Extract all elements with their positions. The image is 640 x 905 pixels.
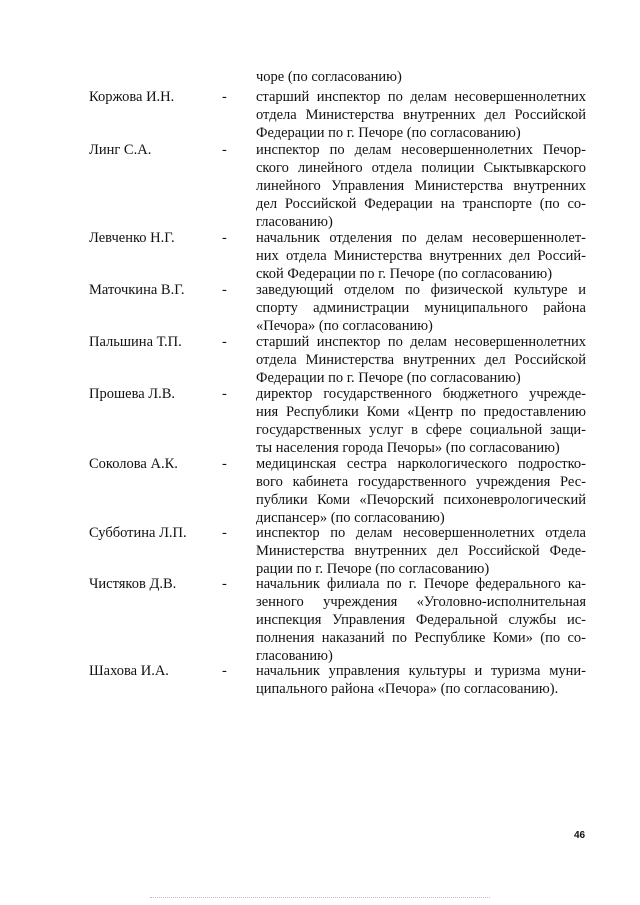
position-line: старший инспектор по делам несовершеннолетних <box>256 334 586 350</box>
dash-separator: - <box>222 89 227 105</box>
member-name: Маточкина В.Г. <box>89 282 185 298</box>
dash-separator: - <box>222 663 227 679</box>
dash-separator: - <box>222 525 227 541</box>
position-line: старший инспектор по делам несовершеннолетних <box>256 89 586 105</box>
position-line: полнения наказаний по Республике Коми» (по со- <box>256 630 586 646</box>
member-name: Шахова И.А. <box>89 663 169 679</box>
member-name: Пальшина Т.П. <box>89 334 182 350</box>
position-line: вого кабинета государственного учреждения Рес- <box>256 474 586 490</box>
member-name: Чистяков Д.В. <box>89 576 177 592</box>
member-name: Прошева Л.В. <box>89 386 176 402</box>
dash-separator: - <box>222 456 227 472</box>
position-line: начальник филиала по г. Печоре федерального ка- <box>256 576 586 592</box>
position-line: инспектор по делам несовершеннолетних Печор- <box>256 142 586 158</box>
position-line: диспансер» (по согласованию) <box>256 510 445 526</box>
member-position <box>256 662 586 698</box>
position-line: ципального района «Печора» (по согласованию). <box>256 681 559 697</box>
member-position <box>256 575 586 665</box>
position-line: отдела Министерства внутренних дел Российской <box>256 352 586 368</box>
dash-separator: - <box>222 576 227 592</box>
dash-separator: - <box>222 386 227 402</box>
position-line: зенного учреждения «Уголовно-исполнительная <box>256 594 586 610</box>
dash-separator: - <box>222 334 227 350</box>
scan-edge-divider <box>150 897 490 899</box>
position-line: линейного Управления Министерства внутренних <box>256 178 586 194</box>
dash-separator: - <box>222 142 227 158</box>
position-line: Министерства внутренних дел Российской Феде- <box>256 543 586 559</box>
position-line: отдела Министерства внутренних дел Российской <box>256 107 586 123</box>
dash-separator: - <box>222 282 227 298</box>
member-position <box>256 88 586 142</box>
member-name: Линг С.А. <box>89 142 152 158</box>
position-line: ского линейного отдела полиции Сыктывкарского <box>256 160 586 176</box>
position-line: инспектор по делам несовершеннолетних отдела <box>256 525 586 541</box>
position-line: ния Республики Коми «Центр по предоставлению <box>256 404 586 420</box>
position-line: начальник управления культуры и туризма муни- <box>256 663 586 679</box>
position-line: ской Федерации по г. Печоре (по согласованию) <box>256 266 553 282</box>
position-line: директор государственного бюджетного учрежде- <box>256 386 586 402</box>
member-position <box>256 281 586 335</box>
member-position <box>256 385 586 457</box>
member-position <box>256 141 586 231</box>
position-line: «Печора» (по согласованию) <box>256 318 433 334</box>
dash-separator: - <box>222 230 227 246</box>
position-line: публики Коми «Печорский психоневрологический <box>256 492 586 508</box>
position-line: них отдела Министерства внутренних дел Россий- <box>256 248 586 264</box>
position-line: государственных услуг в сфере социальной защи- <box>256 422 586 438</box>
position-line: медицинская сестра наркологического подростко- <box>256 456 586 472</box>
member-position <box>256 524 586 578</box>
member-position <box>256 333 586 387</box>
position-line: заведующий отделом по физической культуре и <box>256 282 586 298</box>
member-position <box>256 229 586 283</box>
position-line: дел Российской Федерации на транспорте (по со- <box>256 196 586 212</box>
position-line: рации по г. Печоре (по согласованию) <box>256 561 490 577</box>
position-line: Федерации по г. Печоре (по согласованию) <box>256 370 521 386</box>
position-line: ты населения города Печоры» (по согласованию) <box>256 440 560 456</box>
position-line: инспекция Управления Федеральной службы ис- <box>256 612 586 628</box>
member-name: Левченко Н.Г. <box>89 230 175 246</box>
page-number: 46 <box>574 830 586 841</box>
member-name: Соколова А.К. <box>89 456 178 472</box>
position-line: начальник отделения по делам несовершеннолет- <box>256 230 586 246</box>
continuation-line: чоре (по согласованию) <box>256 69 402 85</box>
position-line: спорту администрации муниципального района <box>256 300 586 316</box>
member-name: Коржова И.Н. <box>89 89 175 105</box>
member-name: Субботина Л.П. <box>89 525 187 541</box>
member-position <box>256 455 586 527</box>
position-line: гласованию) <box>256 214 333 230</box>
position-line: Федерации по г. Печоре (по согласованию) <box>256 125 521 141</box>
position-line: гласованию) <box>256 648 333 664</box>
